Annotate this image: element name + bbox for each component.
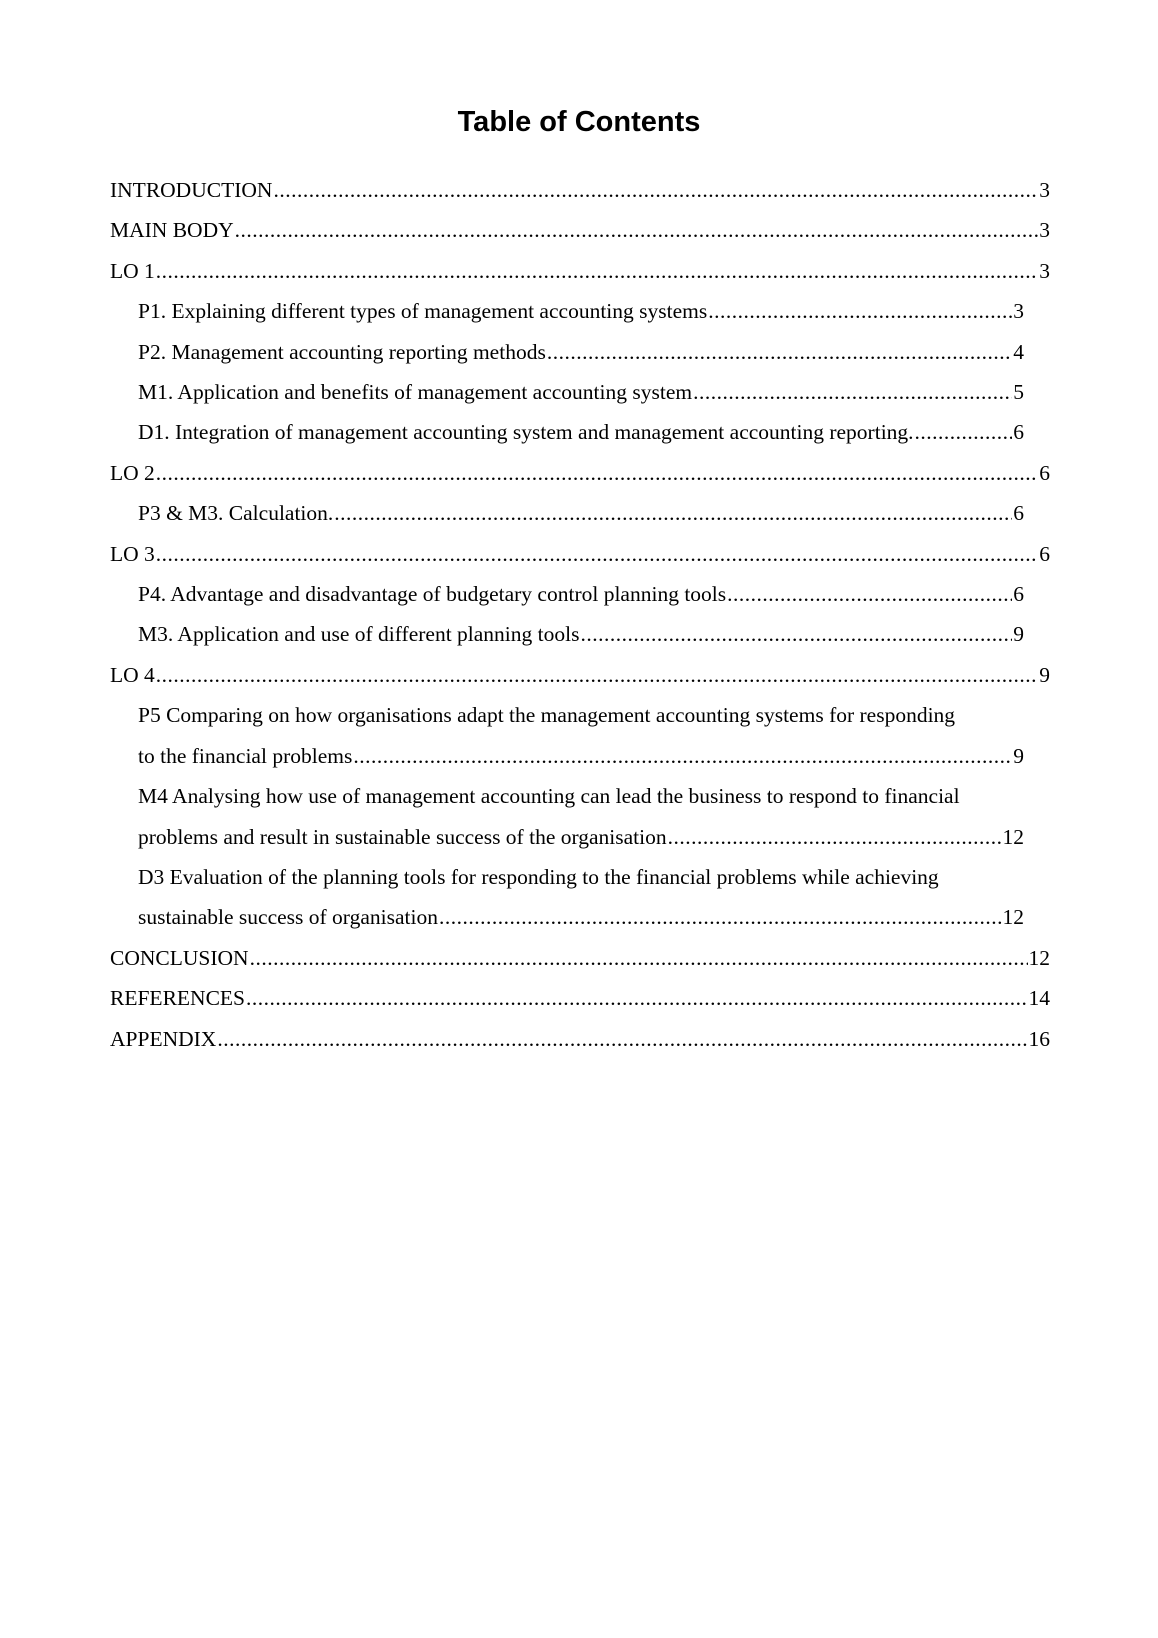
toc-entry[interactable]: [110, 372, 1024, 412]
toc-entry-row: [110, 210, 1050, 250]
toc-entry-row: [138, 897, 1024, 937]
dot-leader: [250, 938, 1028, 978]
toc-entry[interactable]: [110, 857, 1024, 938]
toc-entry-label: to the financial problems: [138, 743, 353, 768]
toc-entry-row: [138, 736, 1024, 776]
toc-entry-page-number: 12: [1002, 824, 1024, 849]
toc-entry-page-number: 9: [1013, 622, 1024, 647]
toc-entry-label: P1. Explaining different types of management accounting systems: [138, 299, 708, 324]
toc-entry-row: [138, 493, 1024, 533]
toc-entry-row: [138, 817, 1024, 857]
toc-entry-label: P2. Management accounting reporting methods: [138, 339, 546, 364]
toc-entry-label: problems and result in sustainable success of the organisation: [138, 824, 667, 849]
toc-entry[interactable]: [110, 938, 1050, 978]
toc-entry-label: LO 3: [110, 541, 155, 566]
toc-entry-row: [110, 978, 1050, 1018]
dot-leader: [547, 332, 1012, 372]
dot-leader: [668, 817, 1002, 857]
dot-leader: [156, 655, 1038, 695]
dot-leader: [334, 493, 1012, 533]
dot-leader: [439, 897, 1002, 937]
toc-entry-first-line: P5 Comparing on how organisations adapt the management accounting systems for responding: [138, 703, 956, 728]
toc-entry-page-number: 9: [1013, 743, 1024, 768]
toc-entry-page-number: 6: [1013, 582, 1024, 607]
dot-leader: [580, 614, 1012, 654]
toc-entry-page-number: 12: [1002, 905, 1024, 930]
toc-entry-page-number: 3: [1039, 218, 1050, 243]
toc-entry-row: [110, 1019, 1050, 1059]
toc-entry-row: [138, 291, 1024, 331]
dot-leader: [273, 170, 1038, 210]
dot-leader: [246, 978, 1028, 1018]
toc-entry-page-number: 3: [1039, 178, 1050, 202]
toc-entry[interactable]: [110, 1019, 1050, 1059]
toc-entry-page-number: 6: [1013, 420, 1024, 445]
toc-entry-row: [138, 372, 1024, 412]
toc-entry[interactable]: [110, 534, 1050, 574]
toc-entry-row: [110, 251, 1050, 291]
toc-entry-page-number: 16: [1028, 1026, 1050, 1051]
dot-leader: [217, 1019, 1027, 1059]
toc-entry-label: REFERENCES: [110, 986, 245, 1011]
dot-leader: [353, 736, 1012, 776]
toc-entry-label: CONCLUSION: [110, 945, 249, 970]
dot-leader: [156, 534, 1038, 574]
toc-entry-page-number: 3: [1039, 258, 1050, 283]
toc-entry[interactable]: [110, 776, 1024, 857]
toc-entry-label: MAIN BODY: [110, 218, 234, 243]
toc-entry-page-number: 4: [1013, 339, 1024, 364]
dot-leader: [727, 574, 1012, 614]
toc-entry-first-line: D3 Evaluation of the planning tools for responding to the financial problems while achieving: [138, 864, 939, 889]
toc-entry-page-number: 9: [1039, 662, 1050, 687]
toc-entry-label: LO 2: [110, 460, 155, 485]
toc-entry-label: M1. Application and benefits of management accounting system: [138, 380, 693, 405]
toc-entry-page-number: 5: [1013, 380, 1024, 405]
toc-entry[interactable]: [110, 291, 1024, 331]
toc-entry-label: P3 & M3. Calculation.: [138, 501, 334, 526]
toc-entry[interactable]: [110, 170, 1050, 210]
toc-entry-row: [110, 938, 1050, 978]
dot-leader: [693, 372, 1012, 412]
toc-title: Table of Contents: [457, 106, 701, 138]
toc-entry-label: sustainable success of organisation: [138, 905, 438, 930]
toc-entry[interactable]: [110, 453, 1050, 493]
dot-leader: [156, 251, 1038, 291]
toc-entry[interactable]: [110, 978, 1050, 1018]
toc-entry[interactable]: [110, 493, 1024, 533]
dot-leader: [915, 412, 1013, 452]
toc-entry-row: [110, 170, 1050, 210]
table-of-contents: [110, 170, 1050, 1059]
toc-entry[interactable]: [110, 332, 1024, 372]
toc-entry[interactable]: [110, 614, 1024, 654]
toc-entry[interactable]: [110, 655, 1050, 695]
toc-entry[interactable]: [110, 695, 1024, 776]
dot-leader: [156, 453, 1038, 493]
toc-entry-row: [138, 332, 1024, 372]
toc-entry-row: [110, 655, 1050, 695]
toc-entry-page-number: 12: [1028, 945, 1050, 970]
toc-entry-page-number: 6: [1039, 460, 1050, 485]
toc-entry-row: [138, 412, 1024, 452]
toc-entry[interactable]: [110, 412, 1024, 452]
toc-entry-page-number: 6: [1013, 501, 1024, 526]
dot-leader: [708, 291, 1012, 331]
toc-entry-label: APPENDIX: [110, 1026, 217, 1051]
toc-entry-first-line: M4 Analysing how use of management accounting can lead the business to respond to financial: [138, 784, 960, 809]
toc-entry-label: M3. Application and use of different planning tools: [138, 622, 580, 647]
toc-entry-page-number: 3: [1013, 299, 1024, 324]
toc-entry-page-number: 6: [1039, 541, 1050, 566]
toc-entry-label: D1. Integration of management accounting system and management accounting reporting.: [138, 420, 914, 445]
toc-entry-row: [110, 453, 1050, 493]
toc-entry[interactable]: [110, 210, 1050, 250]
toc-entry[interactable]: [110, 574, 1024, 614]
toc-entry-row: [138, 614, 1024, 654]
toc-entry-label: INTRODUCTION: [110, 178, 273, 202]
toc-entry-label: P4. Advantage and disadvantage of budgetary control planning tools: [138, 582, 727, 607]
toc-entry[interactable]: [110, 251, 1050, 291]
toc-entry-row: [138, 574, 1024, 614]
dot-leader: [235, 210, 1039, 250]
toc-entry-row: [110, 534, 1050, 574]
toc-entry-label: LO 1: [110, 258, 155, 283]
toc-entry-page-number: 14: [1028, 986, 1050, 1011]
toc-entry-label: LO 4: [110, 662, 155, 687]
